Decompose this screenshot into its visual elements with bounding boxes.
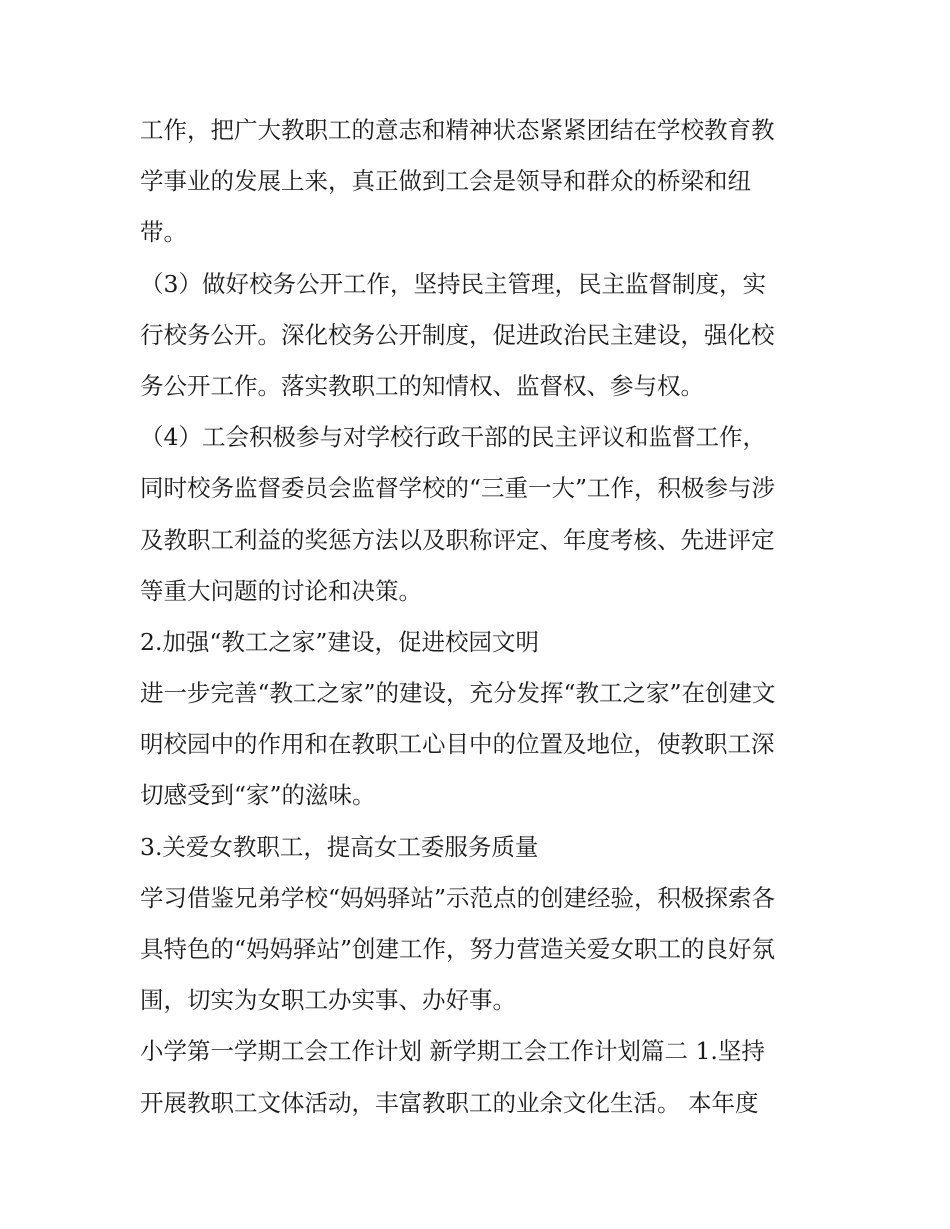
text-line: 务公开工作。落实教职工的知情权、监督权、参与权。: [140, 371, 704, 400]
text-line: 等重大问题的讨论和决策。: [140, 576, 422, 605]
document-body: [140, 105, 820, 1129]
text-line: 带。: [140, 218, 187, 247]
section-heading: 3.关爱女教职工，提高女工委服务质量: [140, 832, 539, 861]
text-line: 行校务公开。深化校务公开制度，促进政治民主建设，强化校: [140, 320, 775, 349]
text-line: 进一步完善“教工之家”的建设，充分发挥“教工之家”在创建文: [140, 679, 776, 708]
text-line: （3）做好校务公开工作，坚持民主管理，民主监督制度，实: [140, 269, 766, 298]
text-line: （4）工会积极参与对学校行政干部的民主评议和监督工作，: [140, 423, 766, 452]
text-line: 工作，把广大教职工的意志和精神状态紧紧团结在学校教育教: [140, 116, 775, 144]
text-line: 学事业的发展上来，真正做到工会是领导和群众的桥梁和纽: [140, 167, 751, 196]
text-line: 及教职工利益的奖惩方法以及职称评定、年度考核、先进评定: [140, 525, 775, 554]
text-line: 围，切实为女职工办实事、办好事。: [140, 986, 516, 1015]
text-line: 同时校务监督委员会监督学校的“三重一大”工作，积极参与涉: [140, 474, 776, 503]
text-line: 学习借鉴兄弟学校“妈妈驿站”示范点的创建经验，积极探索各: [140, 883, 776, 912]
text-line: 开展教职工文体活动，丰富教职工的业余文化生活。 本年度: [140, 1088, 759, 1117]
text-line: 具特色的“妈妈驿站”创建工作，努力营造关爱女职工的良好氛: [140, 935, 776, 963]
text-line: 明校园中的作用和在教职工心目中的位置及地位，使教职工深: [140, 730, 775, 759]
text-line: 切感受到“家”的滋味。: [140, 781, 376, 810]
text-line: 小学第一学期工会工作计划 新学期工会工作计划篇二 1.坚持: [140, 1037, 765, 1066]
section-heading: 2.加强“教工之家”建设，促进校园文明: [140, 627, 539, 656]
